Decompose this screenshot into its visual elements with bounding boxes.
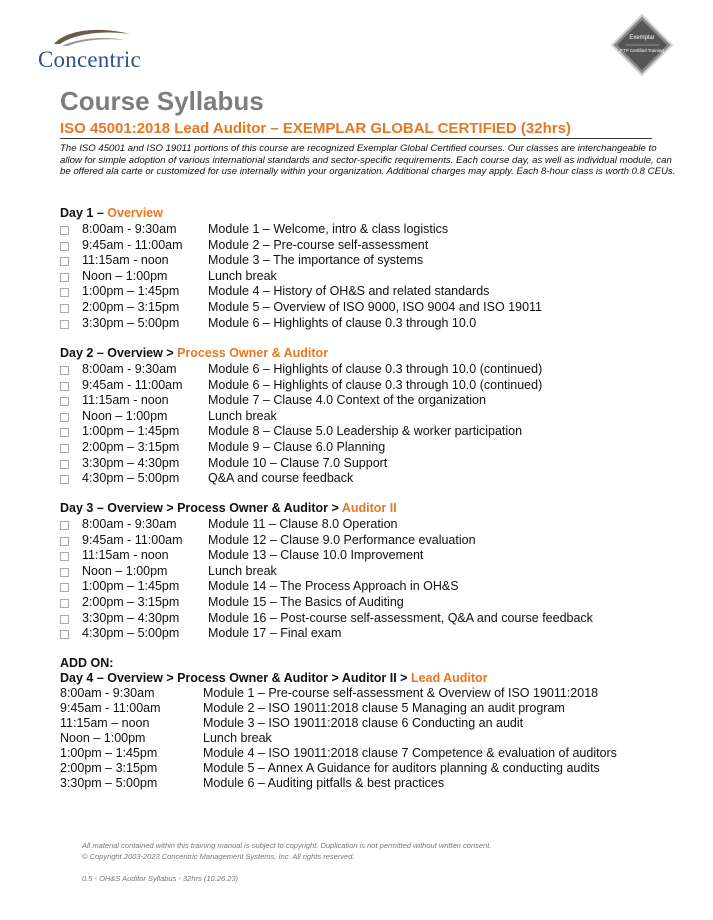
schedule-row	[60, 471, 680, 487]
schedule-row	[60, 595, 680, 611]
schedule-description: Module 3 – ISO 19011:2018 clause 6 Conducting an audit	[203, 716, 524, 730]
schedule-time: 11:15am - noon	[82, 548, 169, 563]
schedule-row	[60, 533, 680, 549]
schedule-time: 4:30pm – 5:00pm	[82, 626, 180, 641]
schedule-time: 1:00pm – 1:45pm	[82, 424, 180, 439]
checkbox-icon	[60, 583, 69, 592]
schedule-time: 8:00am - 9:30am	[60, 686, 155, 700]
schedule-description: Module 14 – The Process Approach in OH&S	[208, 579, 459, 594]
schedule-description: Module 11 – Clause 8.0 Operation	[208, 517, 398, 531]
schedule-description: Module 6 – Highlights of clause 0.3 through 10.0 (continued)	[208, 362, 543, 376]
schedule-description: Module 13 – Clause 10.0 Improvement	[208, 548, 424, 563]
checkbox-icon	[60, 599, 69, 608]
schedule-row	[60, 517, 680, 533]
badge-line1: Exemplar	[629, 35, 655, 41]
checkbox-icon	[60, 475, 69, 484]
schedule-row	[60, 378, 680, 394]
footer-doc-id: 0.5 - OH&S Auditor Syllabus - 32hrs (10.26.23)	[82, 874, 239, 883]
checkbox-icon	[60, 521, 69, 530]
schedule-description: Module 12 – Clause 9.0 Performance evaluation	[208, 532, 476, 547]
schedule-description: Module 1 – Welcome, intro & class logistics	[208, 222, 449, 236]
schedule-row	[60, 424, 680, 440]
checkbox-icon	[60, 304, 69, 313]
schedule-description: Module 5 – Overview of ISO 9000, ISO 9004 and ISO 19011	[208, 299, 542, 314]
day4-heading	[60, 671, 488, 685]
checkbox-icon	[60, 397, 69, 406]
schedule-row	[60, 456, 680, 472]
schedule-time: 2:00pm – 3:15pm	[82, 439, 180, 454]
page-title: Course Syllabus	[60, 86, 264, 116]
schedule-description: Module 3 – The importance of systems	[208, 253, 424, 268]
checkbox-icon	[60, 428, 69, 437]
schedule-row	[60, 579, 680, 595]
schedule-time: 1:00pm – 1:45pm	[82, 579, 180, 594]
checkbox-icon	[60, 552, 69, 561]
schedule-description: Module 6 – Highlights of clause 0.3 through 10.0 (continued)	[208, 377, 543, 392]
schedule-row	[60, 409, 680, 425]
checkbox-icon	[60, 288, 69, 297]
checkbox-icon	[60, 273, 69, 282]
day3-heading-highlight: Auditor II	[341, 501, 397, 515]
checkbox-icon	[60, 568, 69, 577]
schedule-description: Module 10 – Clause 7.0 Support	[208, 455, 388, 470]
schedule-time: 4:30pm – 5:00pm	[82, 471, 180, 486]
day1-heading-highlight: Overview	[107, 206, 163, 220]
addon-label: ADD ON:	[60, 656, 114, 670]
checkbox-icon	[60, 615, 69, 624]
schedule-row	[60, 253, 680, 269]
schedule-time: Noon – 1:00pm	[60, 731, 146, 745]
schedule-row	[60, 716, 680, 731]
schedule-time: 11:15am - noon	[82, 253, 169, 268]
day2-heading-highlight: Process Owner & Auditor	[177, 346, 329, 360]
schedule-row	[60, 238, 680, 254]
schedule-row	[60, 269, 680, 285]
checkbox-icon	[60, 537, 69, 546]
footer-line1: All material contained within this training manual is subject to copyright. Duplication is not permitted without written consent.	[82, 841, 492, 850]
checkbox-icon	[60, 257, 69, 266]
day3-heading-prefix: Day 3 – Overview > Process Owner & Auditor >	[60, 501, 342, 515]
checkbox-icon	[60, 226, 69, 235]
day4-heading-highlight: Lead Auditor	[410, 671, 488, 685]
schedule-row	[60, 611, 680, 627]
schedule-description: Module 2 – Pre-course self-assessment	[208, 237, 429, 252]
checkbox-icon	[60, 320, 69, 329]
schedule-row	[60, 761, 680, 776]
schedule-time: 8:00am - 9:30am	[82, 517, 177, 531]
schedule-description: Lunch break	[203, 731, 272, 745]
checkbox-icon	[60, 242, 69, 251]
schedule-time: 3:30pm – 5:00pm	[60, 776, 158, 790]
schedule-description: Module 4 – History of OH&S and related standards	[208, 284, 490, 299]
schedule-time: Noon – 1:00pm	[82, 563, 168, 578]
schedule-row	[60, 746, 680, 761]
schedule-time: 9:45am - 11:00am	[60, 701, 161, 715]
schedule-time: 11:15am - noon	[82, 393, 169, 408]
schedule-row	[60, 548, 680, 564]
day1-heading	[60, 206, 163, 220]
day2-heading-prefix: Day 2 – Overview >	[60, 346, 178, 360]
schedule-row	[60, 362, 680, 378]
schedule-time: Noon – 1:00pm	[82, 268, 168, 283]
day1-heading-prefix: Day 1 –	[60, 206, 108, 220]
schedule-description: Module 6 – Auditing pitfalls & best practices	[203, 776, 445, 790]
swoosh-icon	[52, 26, 132, 48]
schedule-time: 3:30pm – 4:30pm	[82, 455, 180, 470]
day4-schedule	[60, 686, 680, 791]
schedule-description: Module 9 – Clause 6.0 Planning	[208, 439, 386, 454]
day1-schedule	[60, 222, 680, 331]
schedule-description: Module 15 – The Basics of Auditing	[208, 594, 404, 609]
schedule-time: 9:45am - 11:00am	[82, 532, 183, 547]
schedule-row	[60, 300, 680, 316]
schedule-time: 1:00pm – 1:45pm	[60, 746, 158, 760]
badge-line2: FTP Certified Training	[620, 48, 664, 53]
checkbox-icon	[60, 444, 69, 453]
schedule-description: Module 2 – ISO 19011:2018 clause 5 Managing an audit program	[203, 701, 565, 715]
schedule-description: Module 6 – Highlights of clause 0.3 through 10.0	[208, 315, 477, 330]
schedule-description: Module 8 – Clause 5.0 Leadership & worker participation	[208, 424, 523, 439]
schedule-row	[60, 686, 680, 701]
schedule-row	[60, 440, 680, 456]
schedule-time: 3:30pm – 4:30pm	[82, 610, 180, 625]
schedule-time: Noon – 1:00pm	[82, 408, 168, 423]
day2-heading	[60, 346, 328, 360]
schedule-time: 2:00pm – 3:15pm	[60, 761, 158, 775]
schedule-time: 9:45am - 11:00am	[82, 237, 183, 252]
schedule-row	[60, 626, 680, 642]
schedule-row	[60, 564, 680, 580]
day3-heading	[60, 501, 397, 515]
schedule-description: Q&A and course feedback	[208, 471, 354, 486]
schedule-description: Module 5 – Annex A Guidance for auditors planning & conducting audits	[203, 761, 600, 775]
schedule-time: 3:30pm – 5:00pm	[82, 315, 180, 330]
schedule-time: 11:15am – noon	[60, 716, 150, 730]
schedule-description: Module 1 – Pre-course self-assessment & Overview of ISO 19011:2018	[203, 686, 599, 700]
schedule-description: Lunch break	[208, 268, 277, 283]
exemplar-badge	[611, 14, 673, 76]
schedule-time: 8:00am - 9:30am	[82, 362, 177, 376]
schedule-description: Module 4 – ISO 19011:2018 clause 7 Competence & evaluation of auditors	[203, 746, 617, 760]
course-subtitle: ISO 45001:2018 Lead Auditor – EXEMPLAR GLOBAL CERTIFIED (32hrs)	[60, 120, 652, 139]
intro-paragraph: The ISO 45001 and ISO 19011 portions of this course are recognized Exemplar Global Certified courses. Our classes are interchangeable to allow for simple adoption of various international standards and sector-specific requirements. Each course day, as well as individual module, can be offered ala carte or customized for use internally within your organization. Additional charges may apply. Each 8-hour class is worth 0.8 CEUs.	[60, 143, 676, 178]
schedule-row	[60, 393, 680, 409]
schedule-description: Lunch break	[208, 563, 277, 578]
schedule-row	[60, 776, 680, 791]
schedule-row	[60, 731, 680, 746]
schedule-time: 9:45am - 11:00am	[82, 377, 183, 392]
schedule-description: Module 17 – Final exam	[208, 626, 342, 641]
checkbox-icon	[60, 366, 69, 375]
day2-schedule	[60, 362, 680, 487]
footer-line2: © Copyright 2003-2023 Concentric Management Systems, Inc. All rights reserved.	[82, 852, 355, 861]
schedule-time: 2:00pm – 3:15pm	[82, 594, 180, 609]
checkbox-icon	[60, 382, 69, 391]
concentric-logo	[38, 26, 148, 70]
checkbox-icon	[60, 630, 69, 639]
certification-badge-icon	[611, 14, 673, 76]
schedule-row	[60, 701, 680, 716]
schedule-description: Module 16 – Post-course self-assessment, Q&A and course feedback	[208, 610, 593, 625]
schedule-row	[60, 316, 680, 332]
schedule-time: 1:00pm – 1:45pm	[82, 284, 180, 299]
checkbox-icon	[60, 460, 69, 469]
schedule-description: Module 7 – Clause 4.0 Context of the organization	[208, 393, 486, 408]
footer-copyright	[82, 840, 491, 862]
checkbox-icon	[60, 413, 69, 422]
logo-text: Concentric	[38, 47, 141, 72]
schedule-row	[60, 222, 680, 238]
schedule-time: 2:00pm – 3:15pm	[82, 299, 180, 314]
day3-schedule	[60, 517, 680, 642]
day4-heading-prefix: Day 4 – Overview > Process Owner & Auditor > Auditor II >	[60, 671, 411, 685]
schedule-row	[60, 284, 680, 300]
schedule-description: Lunch break	[208, 408, 277, 423]
schedule-time: 8:00am - 9:30am	[82, 222, 177, 236]
